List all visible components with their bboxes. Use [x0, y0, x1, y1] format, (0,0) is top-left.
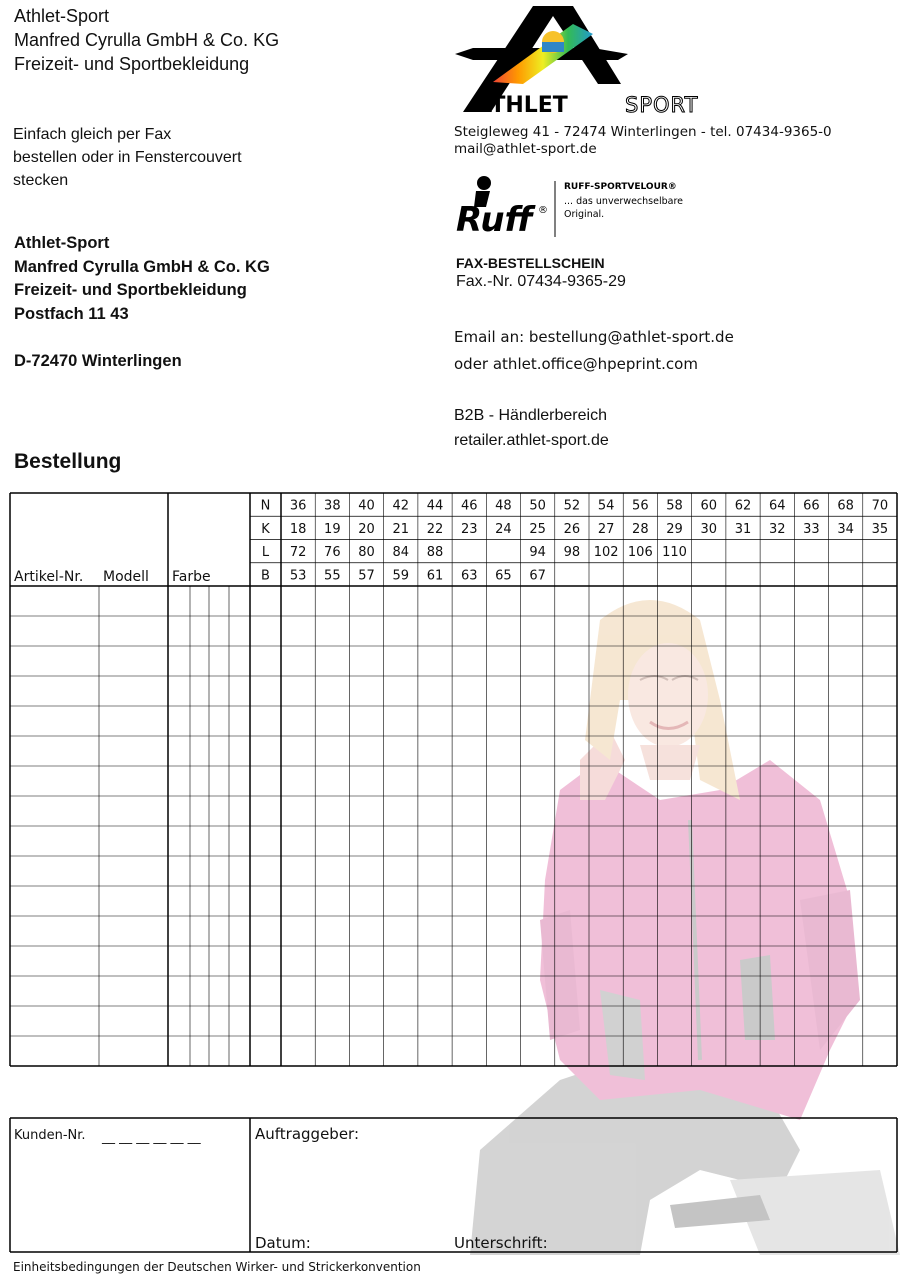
- email-line[interactable]: Email an: bestellung@athlet-sport.de: [454, 328, 734, 346]
- size-value: 110: [662, 545, 687, 561]
- page-title: Bestellung: [14, 450, 122, 473]
- fax-title: FAX-BESTELLSCHEIN: [456, 255, 605, 271]
- size-system-label: L: [261, 545, 270, 561]
- logo-brand-left: ATHLET: [475, 93, 568, 118]
- size-value: 62: [734, 498, 752, 514]
- size-value: 88: [426, 545, 444, 561]
- ruff-tag-title: RUFF-SPORTVELOUR®: [564, 182, 677, 192]
- size-value: 19: [324, 521, 341, 537]
- recipient-line: Postfach 11 43: [14, 304, 129, 323]
- size-value: 102: [593, 545, 619, 561]
- ruff-registered: ®: [538, 205, 548, 216]
- size-value: 44: [426, 498, 444, 514]
- client-label: Auftraggeber:: [255, 1125, 360, 1143]
- size-value: 30: [700, 521, 718, 537]
- hint-line: Einfach gleich per Fax: [13, 126, 172, 143]
- size-value: 64: [768, 498, 786, 514]
- fax-number: Fax.-Nr. 07434-9365-29: [456, 273, 626, 290]
- customer-number-field: __ __ __ __ __ __: [102, 1130, 201, 1145]
- size-value: 48: [495, 498, 512, 514]
- contact-mail: mail@athlet-sport.de: [454, 141, 597, 157]
- size-value: 20: [358, 521, 375, 537]
- size-value: 61: [426, 568, 444, 584]
- size-value: 24: [495, 521, 512, 537]
- size-value: 18: [289, 521, 307, 537]
- size-value: 72: [289, 545, 307, 561]
- recipient-line: Manfred Cyrulla GmbH & Co. KG: [14, 257, 270, 276]
- sender-line: Freizeit- und Sportbekleidung: [14, 54, 250, 74]
- size-value: 32: [768, 521, 786, 537]
- contact-address: Steigleweg 41 - 72474 Winterlingen - tel. 07434-9365-0: [454, 124, 832, 140]
- sender-line: Athlet-Sport: [14, 6, 110, 26]
- size-value: 50: [529, 498, 546, 514]
- size-value: 68: [837, 498, 854, 514]
- size-value: 63: [460, 568, 478, 584]
- size-system-label: N: [260, 498, 271, 514]
- size-value: 54: [597, 498, 615, 514]
- size-value: 53: [289, 568, 307, 584]
- b2b-title: B2B - Händlerbereich: [454, 407, 607, 424]
- ruff-tag-line: ... das unverwechselbare: [564, 196, 684, 207]
- email-line[interactable]: oder athlet.office@hpeprint.com: [454, 355, 698, 373]
- size-value: 21: [392, 521, 410, 537]
- size-value: 34: [837, 521, 854, 537]
- customer-number-label: Kunden-Nr.: [14, 1128, 86, 1143]
- logo-brand-right: SPORT: [625, 93, 699, 117]
- size-value: 42: [392, 498, 410, 514]
- size-system-label: K: [261, 521, 270, 537]
- logo-registered: ®: [603, 71, 616, 86]
- ruff-name: Ruff: [456, 200, 533, 240]
- size-value: 27: [597, 521, 615, 537]
- size-value: 52: [563, 498, 581, 514]
- recipient-line: Freizeit- und Sportbekleidung: [14, 281, 247, 299]
- size-value: 36: [289, 498, 307, 514]
- ruff-tag-line: Original.: [564, 209, 605, 220]
- size-value: 23: [460, 521, 478, 537]
- size-value: 80: [358, 545, 375, 561]
- recipient-line: Athlet-Sport: [14, 234, 110, 252]
- size-value: 35: [871, 521, 889, 537]
- size-value: 76: [324, 545, 341, 561]
- size-value: 56: [632, 498, 649, 514]
- size-value: 70: [871, 498, 889, 514]
- size-value: 25: [529, 521, 546, 537]
- size-value: 29: [666, 521, 683, 537]
- column-header-model: Modell: [103, 569, 149, 585]
- size-value: 66: [803, 498, 820, 514]
- column-header-article: Artikel-Nr.: [14, 569, 84, 585]
- b2b-link[interactable]: retailer.athlet-sport.de: [454, 432, 609, 449]
- size-value: 67: [529, 568, 546, 584]
- size-value: 65: [495, 568, 512, 584]
- hint-line: bestellen oder in Fenstercouvert: [13, 149, 242, 166]
- size-value: 28: [632, 521, 649, 537]
- size-value: 106: [627, 545, 653, 561]
- size-value: 84: [392, 545, 410, 561]
- recipient-city: D-72470 Winterlingen: [14, 352, 182, 370]
- size-value: 26: [563, 521, 581, 537]
- size-system-label: B: [261, 568, 270, 584]
- size-value: 59: [392, 568, 410, 584]
- size-value: 40: [358, 498, 375, 514]
- column-header-color: Farbe: [172, 569, 211, 585]
- hint-line: stecken: [13, 172, 69, 189]
- date-label: Datum:: [255, 1234, 311, 1252]
- size-value: 33: [803, 521, 820, 537]
- size-value: 31: [734, 521, 752, 537]
- size-value: 22: [426, 521, 444, 537]
- size-value: 57: [358, 568, 375, 584]
- size-value: 98: [563, 545, 581, 561]
- size-value: 46: [460, 498, 478, 514]
- footnote: Einheitsbedingungen der Deutschen Wirker- und Strickerkonvention: [13, 1260, 421, 1274]
- size-value: 55: [324, 568, 341, 584]
- size-value: 38: [324, 498, 341, 514]
- size-value: 60: [700, 498, 718, 514]
- size-value: 58: [666, 498, 683, 514]
- size-value: 94: [529, 545, 546, 561]
- signature-label: Unterschrift:: [454, 1234, 548, 1252]
- sender-line: Manfred Cyrulla GmbH & Co. KG: [14, 30, 280, 50]
